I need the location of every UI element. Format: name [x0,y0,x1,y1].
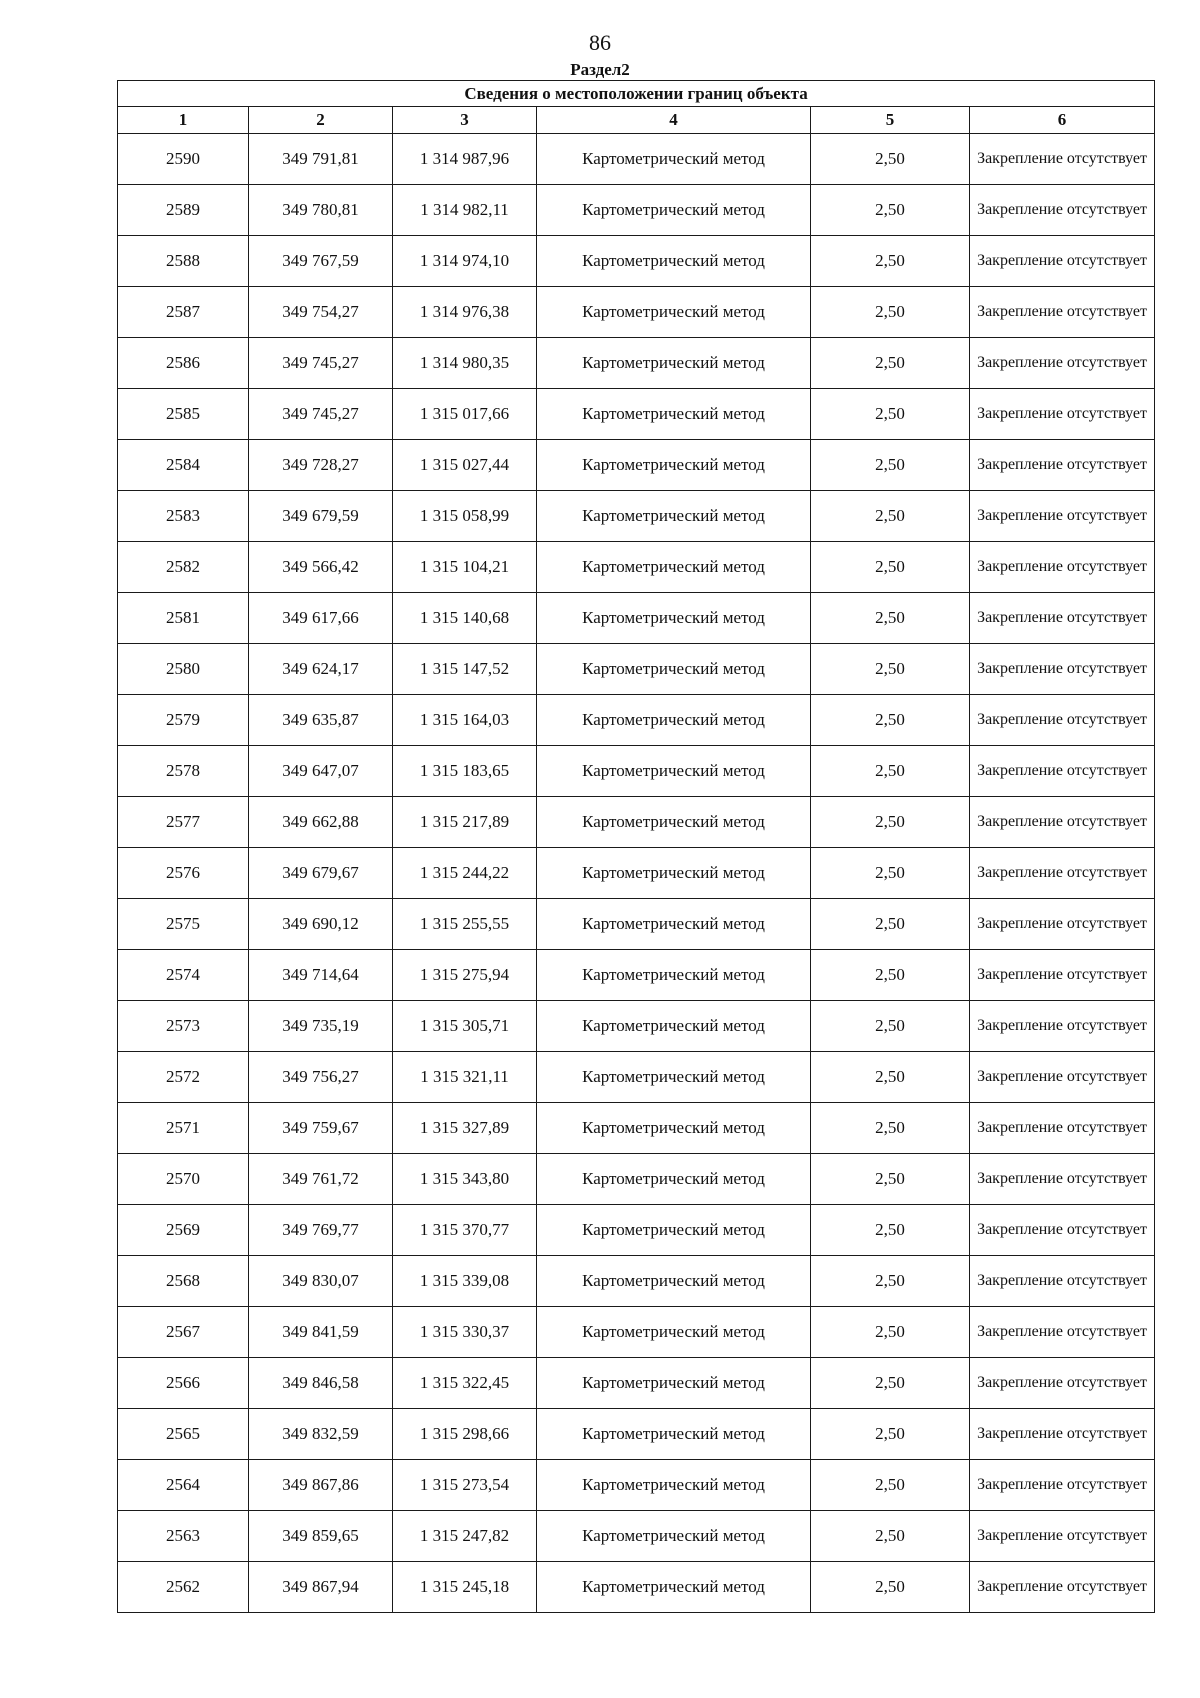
point-number-cell: 2568 [118,1256,249,1307]
accuracy-cell: 2,50 [811,848,970,899]
method-cell: Картометрический метод [537,1001,811,1052]
method-cell: Картометрический метод [537,491,811,542]
y-coordinate-cell: 1 315 164,03 [393,695,537,746]
fixation-cell: Закрепление отсутствует [970,389,1155,440]
y-coordinate-cell: 1 315 247,82 [393,1511,537,1562]
fixation-cell: Закрепление отсутствует [970,287,1155,338]
accuracy-cell: 2,50 [811,1154,970,1205]
fixation-cell: Закрепление отсутствует [970,899,1155,950]
y-coordinate-cell: 1 315 273,54 [393,1460,537,1511]
fixation-cell: Закрепление отсутствует [970,1511,1155,1562]
method-cell: Картометрический метод [537,185,811,236]
accuracy-cell: 2,50 [811,1307,970,1358]
table-row [118,1511,1155,1562]
point-number-cell: 2583 [118,491,249,542]
point-number-cell: 2573 [118,1001,249,1052]
x-coordinate-cell: 349 761,72 [249,1154,393,1205]
y-coordinate-cell: 1 315 104,21 [393,542,537,593]
x-coordinate-cell: 349 832,59 [249,1409,393,1460]
table-row [118,644,1155,695]
x-coordinate-cell: 349 867,86 [249,1460,393,1511]
accuracy-cell: 2,50 [811,338,970,389]
point-number-cell: 2585 [118,389,249,440]
table-row [118,695,1155,746]
point-number-cell: 2564 [118,1460,249,1511]
x-coordinate-cell: 349 679,67 [249,848,393,899]
method-cell: Картометрический метод [537,848,811,899]
accuracy-cell: 2,50 [811,1205,970,1256]
y-coordinate-cell: 1 315 140,68 [393,593,537,644]
y-coordinate-cell: 1 315 370,77 [393,1205,537,1256]
method-cell: Картометрический метод [537,1052,811,1103]
method-cell: Картометрический метод [537,134,811,185]
fixation-cell: Закрепление отсутствует [970,695,1155,746]
column-header: 2 [249,107,393,134]
method-cell: Картометрический метод [537,1358,811,1409]
point-number-cell: 2570 [118,1154,249,1205]
method-cell: Картометрический метод [537,1205,811,1256]
column-header: 1 [118,107,249,134]
point-number-cell: 2577 [118,797,249,848]
fixation-cell: Закрепление отсутствует [970,440,1155,491]
fixation-cell: Закрепление отсутствует [970,644,1155,695]
method-cell: Картометрический метод [537,695,811,746]
y-coordinate-cell: 1 315 298,66 [393,1409,537,1460]
accuracy-cell: 2,50 [811,1409,970,1460]
point-number-cell: 2566 [118,1358,249,1409]
section-title: Раздел2 [570,60,630,79]
point-number-cell: 2589 [118,185,249,236]
x-coordinate-cell: 349 714,64 [249,950,393,1001]
method-cell: Картометрический метод [537,1256,811,1307]
point-number-cell: 2580 [118,644,249,695]
table-row [118,593,1155,644]
y-coordinate-cell: 1 315 255,55 [393,899,537,950]
x-coordinate-cell: 349 759,67 [249,1103,393,1154]
point-number-cell: 2576 [118,848,249,899]
method-cell: Картометрический метод [537,1154,811,1205]
x-coordinate-cell: 349 754,27 [249,287,393,338]
point-number-cell: 2584 [118,440,249,491]
method-cell: Картометрический метод [537,644,811,695]
accuracy-cell: 2,50 [811,185,970,236]
y-coordinate-cell: 1 314 982,11 [393,185,537,236]
table-row [118,542,1155,593]
fixation-cell: Закрепление отсутствует [970,593,1155,644]
point-number-cell: 2586 [118,338,249,389]
method-cell: Картометрический метод [537,1409,811,1460]
point-number-cell: 2581 [118,593,249,644]
point-number-cell: 2567 [118,1307,249,1358]
point-number-cell: 2572 [118,1052,249,1103]
x-coordinate-cell: 349 745,27 [249,389,393,440]
table-row [118,134,1155,185]
method-cell: Картометрический метод [537,389,811,440]
x-coordinate-cell: 349 867,94 [249,1562,393,1613]
method-cell: Картометрический метод [537,1511,811,1562]
table-row [118,848,1155,899]
table-row [118,1154,1155,1205]
column-header: 5 [811,107,970,134]
x-coordinate-cell: 349 769,77 [249,1205,393,1256]
column-header: 3 [393,107,537,134]
x-coordinate-cell: 349 841,59 [249,1307,393,1358]
table-row [118,1103,1155,1154]
table-row [118,1562,1155,1613]
x-coordinate-cell: 349 780,81 [249,185,393,236]
method-cell: Картометрический метод [537,542,811,593]
table-row [118,797,1155,848]
accuracy-cell: 2,50 [811,950,970,1001]
fixation-cell: Закрепление отсутствует [970,1256,1155,1307]
fixation-cell: Закрепление отсутствует [970,542,1155,593]
table-row [118,440,1155,491]
table-caption: Сведения о местоположении границ объекта [118,81,1155,107]
accuracy-cell: 2,50 [811,1511,970,1562]
method-cell: Картометрический метод [537,1103,811,1154]
y-coordinate-cell: 1 315 183,65 [393,746,537,797]
method-cell: Картометрический метод [537,338,811,389]
table-row [118,338,1155,389]
fixation-cell: Закрепление отсутствует [970,1409,1155,1460]
accuracy-cell: 2,50 [811,134,970,185]
accuracy-cell: 2,50 [811,1001,970,1052]
accuracy-cell: 2,50 [811,746,970,797]
boundary-coordinates-table [117,80,1155,1613]
accuracy-cell: 2,50 [811,1460,970,1511]
accuracy-cell: 2,50 [811,389,970,440]
table-row [118,1460,1155,1511]
x-coordinate-cell: 349 617,66 [249,593,393,644]
table-row [118,1001,1155,1052]
point-number-cell: 2565 [118,1409,249,1460]
y-coordinate-cell: 1 315 245,18 [393,1562,537,1613]
point-number-cell: 2579 [118,695,249,746]
method-cell: Картометрический метод [537,1307,811,1358]
accuracy-cell: 2,50 [811,797,970,848]
fixation-cell: Закрепление отсутствует [970,797,1155,848]
y-coordinate-cell: 1 314 987,96 [393,134,537,185]
point-number-cell: 2574 [118,950,249,1001]
y-coordinate-cell: 1 314 974,10 [393,236,537,287]
fixation-cell: Закрепление отсутствует [970,338,1155,389]
x-coordinate-cell: 349 756,27 [249,1052,393,1103]
table-body [118,134,1155,1613]
y-coordinate-cell: 1 315 058,99 [393,491,537,542]
y-coordinate-cell: 1 315 339,08 [393,1256,537,1307]
method-cell: Картометрический метод [537,440,811,491]
point-number-cell: 2569 [118,1205,249,1256]
table-row [118,185,1155,236]
accuracy-cell: 2,50 [811,899,970,950]
x-coordinate-cell: 349 745,27 [249,338,393,389]
y-coordinate-cell: 1 315 305,71 [393,1001,537,1052]
method-cell: Картометрический метод [537,1562,811,1613]
fixation-cell: Закрепление отсутствует [970,134,1155,185]
method-cell: Картометрический метод [537,899,811,950]
column-number-row [118,107,1155,134]
y-coordinate-cell: 1 315 027,44 [393,440,537,491]
table-row [118,1052,1155,1103]
table-row [118,389,1155,440]
method-cell: Картометрический метод [537,287,811,338]
accuracy-cell: 2,50 [811,287,970,338]
y-coordinate-cell: 1 314 976,38 [393,287,537,338]
method-cell: Картометрический метод [537,1460,811,1511]
accuracy-cell: 2,50 [811,593,970,644]
y-coordinate-cell: 1 315 330,37 [393,1307,537,1358]
fixation-cell: Закрепление отсутствует [970,236,1155,287]
fixation-cell: Закрепление отсутствует [970,491,1155,542]
x-coordinate-cell: 349 728,27 [249,440,393,491]
x-coordinate-cell: 349 647,07 [249,746,393,797]
y-coordinate-cell: 1 315 275,94 [393,950,537,1001]
column-header: 4 [537,107,811,134]
fixation-cell: Закрепление отсутствует [970,1205,1155,1256]
accuracy-cell: 2,50 [811,491,970,542]
fixation-cell: Закрепление отсутствует [970,1154,1155,1205]
table-row [118,1205,1155,1256]
table-row [118,1256,1155,1307]
x-coordinate-cell: 349 566,42 [249,542,393,593]
table-row [118,1307,1155,1358]
page-number: 86 [589,30,611,55]
fixation-cell: Закрепление отсутствует [970,1562,1155,1613]
table-row [118,1409,1155,1460]
x-coordinate-cell: 349 624,17 [249,644,393,695]
fixation-cell: Закрепление отсутствует [970,950,1155,1001]
table-row [118,950,1155,1001]
point-number-cell: 2588 [118,236,249,287]
point-number-cell: 2575 [118,899,249,950]
point-number-cell: 2562 [118,1562,249,1613]
y-coordinate-cell: 1 314 980,35 [393,338,537,389]
accuracy-cell: 2,50 [811,1562,970,1613]
method-cell: Картометрический метод [537,950,811,1001]
table-row [118,236,1155,287]
fixation-cell: Закрепление отсутствует [970,1052,1155,1103]
table-row [118,1358,1155,1409]
x-coordinate-cell: 349 662,88 [249,797,393,848]
x-coordinate-cell: 349 635,87 [249,695,393,746]
method-cell: Картометрический метод [537,746,811,797]
table-row [118,287,1155,338]
fixation-cell: Закрепление отсутствует [970,1460,1155,1511]
x-coordinate-cell: 349 846,58 [249,1358,393,1409]
accuracy-cell: 2,50 [811,440,970,491]
column-header: 6 [970,107,1155,134]
y-coordinate-cell: 1 315 217,89 [393,797,537,848]
point-number-cell: 2582 [118,542,249,593]
fixation-cell: Закрепление отсутствует [970,1358,1155,1409]
fixation-cell: Закрепление отсутствует [970,1103,1155,1154]
method-cell: Картометрический метод [537,593,811,644]
accuracy-cell: 2,50 [811,1052,970,1103]
y-coordinate-cell: 1 315 147,52 [393,644,537,695]
point-number-cell: 2590 [118,134,249,185]
x-coordinate-cell: 349 791,81 [249,134,393,185]
y-coordinate-cell: 1 315 244,22 [393,848,537,899]
x-coordinate-cell: 349 830,07 [249,1256,393,1307]
fixation-cell: Закрепление отсутствует [970,746,1155,797]
fixation-cell: Закрепление отсутствует [970,848,1155,899]
accuracy-cell: 2,50 [811,236,970,287]
accuracy-cell: 2,50 [811,542,970,593]
accuracy-cell: 2,50 [811,1103,970,1154]
x-coordinate-cell: 349 767,59 [249,236,393,287]
y-coordinate-cell: 1 315 017,66 [393,389,537,440]
accuracy-cell: 2,50 [811,1256,970,1307]
point-number-cell: 2587 [118,287,249,338]
x-coordinate-cell: 349 859,65 [249,1511,393,1562]
point-number-cell: 2563 [118,1511,249,1562]
y-coordinate-cell: 1 315 321,11 [393,1052,537,1103]
x-coordinate-cell: 349 690,12 [249,899,393,950]
method-cell: Картометрический метод [537,797,811,848]
table-row [118,746,1155,797]
accuracy-cell: 2,50 [811,695,970,746]
x-coordinate-cell: 349 679,59 [249,491,393,542]
table-row [118,899,1155,950]
point-number-cell: 2578 [118,746,249,797]
accuracy-cell: 2,50 [811,1358,970,1409]
point-number-cell: 2571 [118,1103,249,1154]
fixation-cell: Закрепление отсутствует [970,1001,1155,1052]
accuracy-cell: 2,50 [811,644,970,695]
y-coordinate-cell: 1 315 322,45 [393,1358,537,1409]
x-coordinate-cell: 349 735,19 [249,1001,393,1052]
fixation-cell: Закрепление отсутствует [970,1307,1155,1358]
y-coordinate-cell: 1 315 327,89 [393,1103,537,1154]
y-coordinate-cell: 1 315 343,80 [393,1154,537,1205]
method-cell: Картометрический метод [537,236,811,287]
fixation-cell: Закрепление отсутствует [970,185,1155,236]
table-row [118,491,1155,542]
